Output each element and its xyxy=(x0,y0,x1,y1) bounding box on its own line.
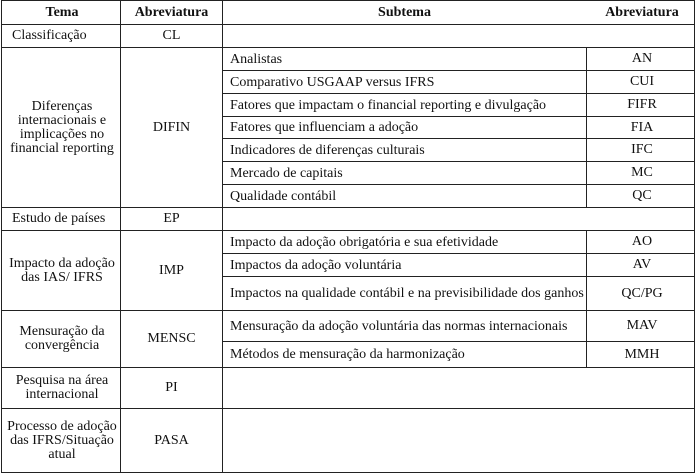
subtema-cell: Fatores que influenciam a adoção xyxy=(230,120,419,135)
tema-cell: Classificação xyxy=(12,28,87,43)
abbr-cell: DIFIN xyxy=(152,119,191,135)
subtema-abbr-cell: AO xyxy=(631,234,653,249)
subtema-cell: Impactos na qualidade contábil e na previsibilidade dos ganhos xyxy=(230,286,584,301)
subtema-abbr-cell: MC xyxy=(631,165,653,180)
subtema-cell: Mensuração da adoção voluntária das normas internacionais xyxy=(230,318,568,334)
subtema-abbr-cell: FIA xyxy=(630,119,654,135)
subtema-abbr-cell: AN xyxy=(631,51,653,66)
subtema-abbr-cell: QC xyxy=(632,188,652,203)
tema-cell: Estudo de países xyxy=(12,211,106,226)
tema-cell: Impacto da adoção das IAS/ IFRS xyxy=(9,255,115,285)
subtema-abbr-cell: MAV xyxy=(626,318,658,333)
subtema-cell: Mercado de capitais xyxy=(230,165,343,181)
abbr-cell: PI xyxy=(165,380,178,395)
subtema-cell: Qualidade contábil xyxy=(230,188,337,204)
subtema-abbr-cell: MMH xyxy=(624,346,660,362)
tema-cell: Diferenças internacionais e implicações no financial reporting xyxy=(10,98,114,156)
col-divider xyxy=(222,1,223,472)
tema-cell: Mensuração da convergência xyxy=(19,324,105,353)
subtema-abbr-cell: FIFR xyxy=(627,97,657,112)
subtema-cell: Analistas xyxy=(230,51,283,67)
abbr-cell: MENSC xyxy=(147,331,196,346)
tema-cell: Processo de adoção das IFRS/Situação atual xyxy=(7,418,117,462)
subtema-abbr-cell: IFC xyxy=(631,142,653,157)
abbr-cell: PASA xyxy=(154,432,189,448)
header-tema: Tema xyxy=(45,4,79,20)
subtema-cell: Impactos da adoção voluntária xyxy=(230,257,402,273)
taxonomy-table xyxy=(1,0,695,473)
subtema-abbr-cell: AV xyxy=(632,257,652,272)
header-sub-abreviatura: Abreviatura xyxy=(605,4,679,20)
subtema-cell: Impacto da adoção obrigatória e sua efetividade xyxy=(230,234,499,250)
col-divider xyxy=(586,230,587,367)
subtema-abbr-cell: CUI xyxy=(629,74,655,89)
tema-cell: Pesquisa na área internacional xyxy=(15,373,109,402)
subtema-cell: Indicadores de diferenças culturais xyxy=(230,142,425,158)
subtema-cell: Comparativo USGAAP versus IFRS xyxy=(230,74,435,90)
abbr-cell: EP xyxy=(163,211,180,226)
header-abreviatura: Abreviatura xyxy=(134,4,209,20)
subtema-cell: Fatores que impactam o financial reporting e divulgação xyxy=(230,97,547,113)
abbr-cell: CL xyxy=(162,28,181,43)
col-divider xyxy=(586,47,587,207)
abbr-cell: IMP xyxy=(159,262,184,278)
header-subtema: Subtema xyxy=(378,4,431,20)
subtema-cell: Métodos de mensuração da harmonização xyxy=(230,347,465,362)
subtema-abbr-cell: QC/PG xyxy=(621,285,663,301)
